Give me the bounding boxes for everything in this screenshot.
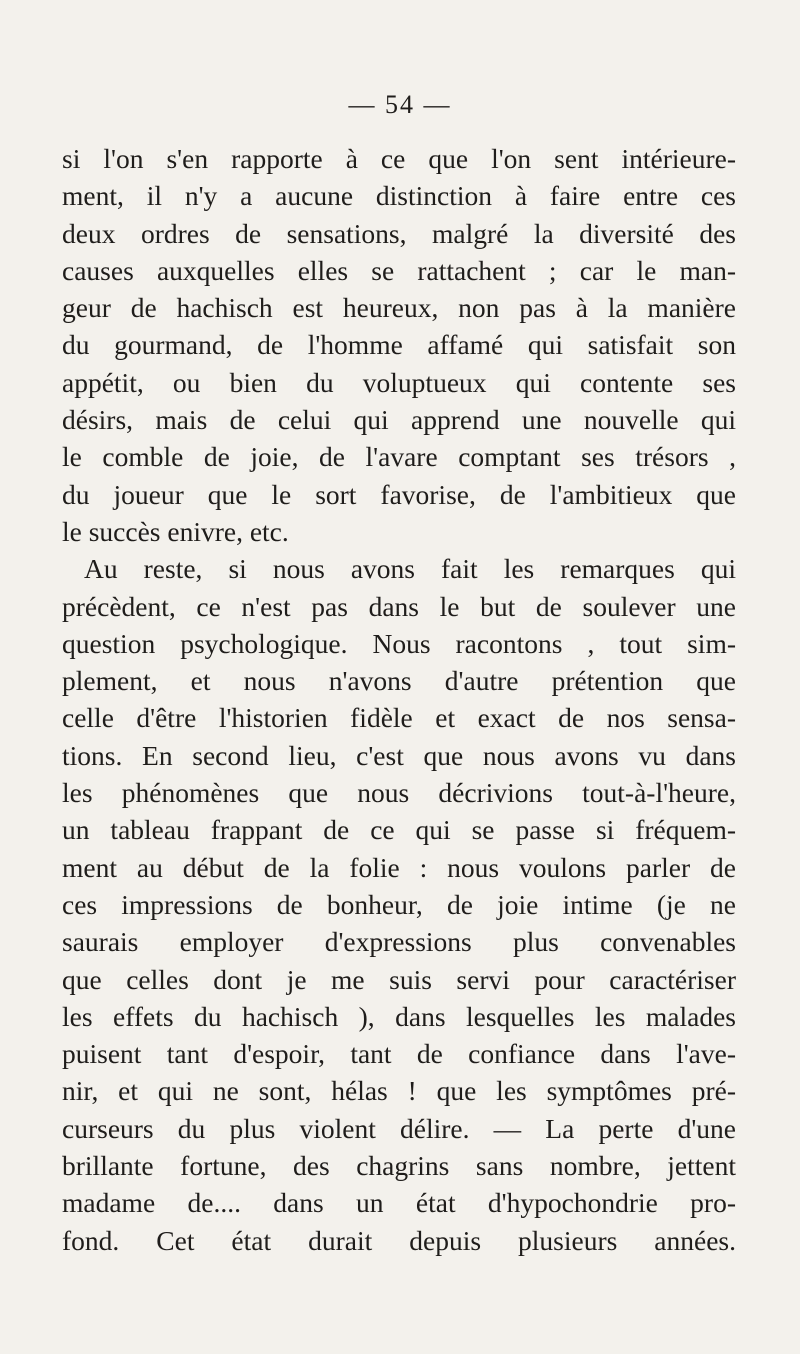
- text-line: du joueur que le sort favorise, de l'ambitieux que: [62, 478, 736, 510]
- text-line: deux ordres de sensations, malgré la diversité des: [62, 217, 736, 249]
- text-line: du gourmand, de l'homme affamé qui satisfait son: [62, 329, 736, 361]
- text-line: causes auxquelles elles se rattachent ; car le man-: [62, 254, 736, 286]
- text-line: curseurs du plus violent délire. — La perte d'une: [62, 1112, 736, 1144]
- text-line: appétit, ou bien du voluptueux qui contente ses: [62, 366, 736, 398]
- text-line: fond. Cet état durait depuis plusieurs années.: [62, 1224, 736, 1256]
- body-text: [62, 140, 736, 1259]
- paragraph-start-line: Au reste, si nous avons fait les remarques qui: [84, 553, 736, 585]
- text-line: plement, et nous n'avons d'autre prétention que: [62, 665, 736, 697]
- text-line: un tableau frappant de ce qui se passe si fréquem-: [62, 814, 736, 846]
- page-number: — 54 —: [348, 90, 452, 119]
- text-line: les effets du hachisch ), dans lesquelles les malades: [62, 1000, 736, 1032]
- text-line: ces impressions de bonheur, de joie intime (je ne: [62, 888, 736, 920]
- text-line: puisent tant d'espoir, tant de confiance dans l'ave-: [62, 1038, 736, 1070]
- text-line: tions. En second lieu, c'est que nous avons vu dans: [62, 739, 736, 771]
- text-line: nir, et qui ne sont, hélas ! que les symptômes pré-: [62, 1075, 736, 1107]
- text-line: ment, il n'y a aucune distinction à faire entre ces: [62, 180, 736, 212]
- paragraph-end-line: le succès enivre, etc.: [62, 515, 289, 547]
- text-line: geur de hachisch est heureux, non pas à la manière: [62, 292, 736, 324]
- text-line: celle d'être l'historien fidèle et exact de nos sensa-: [62, 702, 736, 734]
- text-line: question psychologique. Nous racontons , tout sim-: [62, 627, 736, 659]
- text-line: désirs, mais de celui qui apprend une nouvelle qui: [62, 404, 736, 436]
- text-line: que celles dont je me suis servi pour caractériser: [62, 963, 736, 995]
- text-line: ment au début de la folie : nous voulons parler de: [62, 851, 736, 883]
- text-line: brillante fortune, des chagrins sans nombre, jettent: [62, 1150, 736, 1182]
- text-line: saurais employer d'expressions plus convenables: [62, 926, 736, 958]
- text-line: madame de.... dans un état d'hypochondrie pro-: [62, 1187, 736, 1219]
- text-line: précèdent, ce n'est pas dans le but de soulever une: [62, 590, 736, 622]
- text-line: les phénomènes que nous décrivions tout-à-l'heure,: [62, 777, 736, 809]
- text-line: si l'on s'en rapporte à ce que l'on sent intérieure-: [62, 143, 736, 174]
- text-line: le comble de joie, de l'avare comptant ses trésors ,: [62, 441, 736, 473]
